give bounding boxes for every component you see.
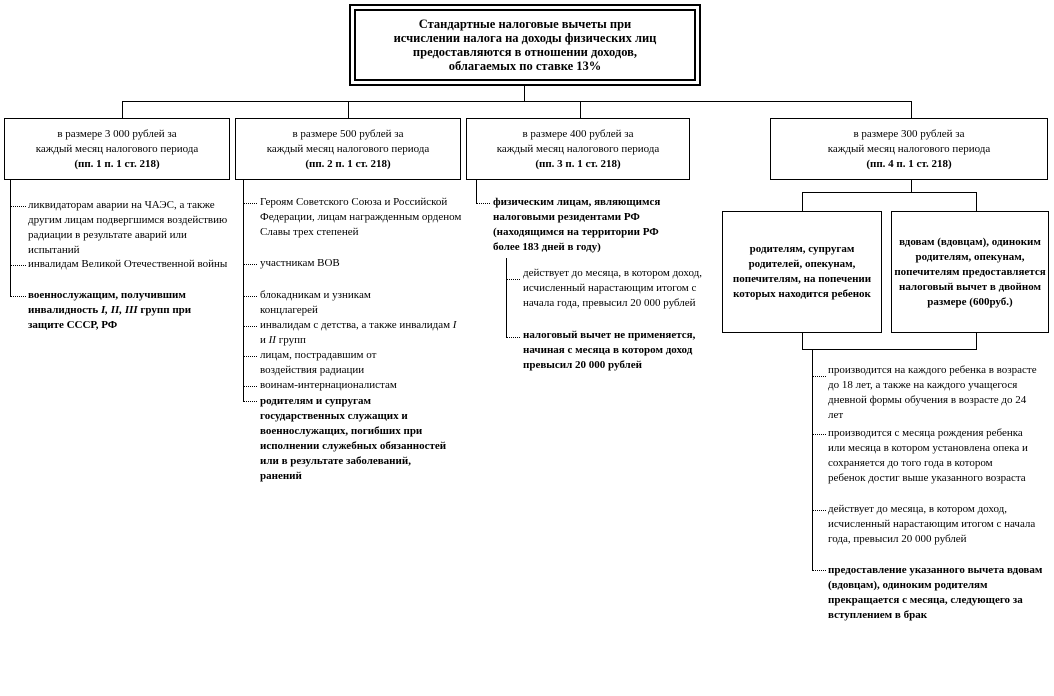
- deduction-box-3000: [4, 118, 230, 180]
- deduction-box-500: [235, 118, 461, 180]
- connector: [802, 333, 803, 349]
- list-item: производится с месяца рождения ребенка или месяца в котором установлена опека и сохраняется до того года в котором ребенок достиг выше указанного возраста: [828, 427, 1028, 484]
- connector: [802, 192, 803, 211]
- connector: [506, 337, 520, 338]
- list-item: родителям и супругам государственных служащих и военнослужащих, погибших при исполнении служебных обязанностей или в результате заболеваний, ранений: [260, 395, 447, 482]
- connector: [243, 401, 257, 402]
- connector: [122, 101, 912, 102]
- box-line: каждый месяц налогового периода: [496, 142, 660, 155]
- list-item: предоставление указанного вычета вдовам (вдовцам), одиноким родителям прекращается с месяца, следующего за вступлением в брак: [828, 564, 1043, 621]
- box-line: в размере 500 рублей за: [292, 127, 404, 140]
- connector: [243, 356, 257, 357]
- recipient-box-parents: [722, 211, 882, 333]
- box-line: в размере 300 рублей за: [853, 127, 965, 140]
- connector: [812, 349, 813, 571]
- connector: [243, 386, 257, 387]
- connector: [911, 180, 912, 192]
- deduction-box-400: [466, 118, 690, 180]
- connector: [243, 326, 257, 327]
- connector: [506, 279, 520, 280]
- connector: [812, 434, 826, 435]
- connector: [243, 203, 257, 204]
- connector: [506, 258, 507, 338]
- list-item: военнослужащим, получившим инвалидность I, II, III групп при защите СССР, РФ: [28, 289, 192, 331]
- title-line: облагаемых по ставке 13%: [448, 59, 602, 73]
- title-line: исчислении налога на доходы физических лиц: [393, 31, 657, 45]
- recipient-text: родителям, супругам родителей, опекунам, попечителям, на попечении которых находится ребенок: [732, 243, 872, 300]
- connector: [243, 296, 257, 297]
- connector: [243, 264, 257, 265]
- connector: [10, 180, 11, 296]
- list-item: Героям Советского Союза и Российской Федерации, лицам награжденным орденом Славы трех степеней: [260, 196, 462, 238]
- recipient-box-single-parents: [891, 211, 1049, 333]
- law-reference: (пп. 4 п. 1 ст. 218): [866, 157, 952, 170]
- box-line: каждый месяц налогового периода: [827, 142, 991, 155]
- connector: [10, 296, 26, 297]
- list-item: воинам-интернационалистам: [260, 379, 397, 391]
- list-item: лицам, пострадавшим от воздействия радиации: [260, 349, 377, 376]
- law-reference: (пп. 3 п. 1 ст. 218): [535, 157, 621, 170]
- connector: [976, 333, 977, 349]
- title-line: Стандартные налоговые вычеты при: [418, 17, 632, 31]
- box-line: в размере 3 000 рублей за: [57, 127, 177, 140]
- law-reference: (пп. 1 п. 1 ст. 218): [74, 157, 160, 170]
- list-item: блокадникам и узникам концлагерей: [260, 289, 371, 316]
- list-item: действует до месяца, в котором доход, исчисленный нарастающим итогом с начала года, превысил 20 000 рублей: [828, 503, 1036, 545]
- list-item: физическим лицам, являющимся налоговыми резидентами РФ (находящимся на территории РФ более 183 дней в году): [493, 196, 661, 253]
- box-line: в размере 400 рублей за: [522, 127, 634, 140]
- connector: [812, 510, 826, 511]
- connector: [10, 206, 26, 207]
- connector: [243, 180, 244, 402]
- list-item: ликвидаторам аварии на ЧАЭС, а также другим лицам подвергшимся воздействию радиации в результате аварий или испытаний: [28, 199, 228, 256]
- law-reference: (пп. 2 п. 1 ст. 218): [305, 157, 391, 170]
- list-item: участникам ВОВ: [260, 257, 340, 269]
- box-line: каждый месяц налогового периода: [35, 142, 199, 155]
- connector: [476, 203, 490, 204]
- connector: [524, 86, 525, 102]
- list-item: инвалидам с детства, а также инвалидам I и II групп: [260, 319, 457, 346]
- list-item: налоговый вычет не применяется, начиная с месяца в котором доход превысил 20 000 рублей: [523, 329, 696, 371]
- connector: [802, 349, 977, 350]
- connector: [580, 101, 581, 118]
- list-item: производится на каждого ребенка в возрасте до 18 лет, а также на каждого учащегося дневной формы обучения в возрасте до 24 лет: [828, 364, 1037, 421]
- connector: [812, 570, 826, 571]
- box-line: каждый месяц налогового периода: [266, 142, 430, 155]
- connector: [802, 192, 977, 193]
- connector: [122, 101, 123, 118]
- title-line: предоставляются в отношении доходов,: [412, 45, 638, 59]
- list-item: инвалидам Великой Отечественной войны: [28, 258, 228, 270]
- connector: [976, 192, 977, 211]
- connector: [911, 101, 912, 118]
- connector: [476, 180, 477, 204]
- connector: [10, 265, 26, 266]
- list-item: действует до месяца, в котором доход, исчисленный нарастающим итогом с начала года, превысил 20 000 рублей: [523, 267, 703, 309]
- recipient-text: вдовам (вдовцам), одиноким родителям, опекунам, попечителям предоставляется налоговый вычет в двойном размере (600руб.): [894, 235, 1046, 308]
- connector: [348, 101, 349, 118]
- deduction-box-300: [770, 118, 1048, 180]
- connector: [812, 376, 826, 377]
- diagram-title: [354, 9, 696, 81]
